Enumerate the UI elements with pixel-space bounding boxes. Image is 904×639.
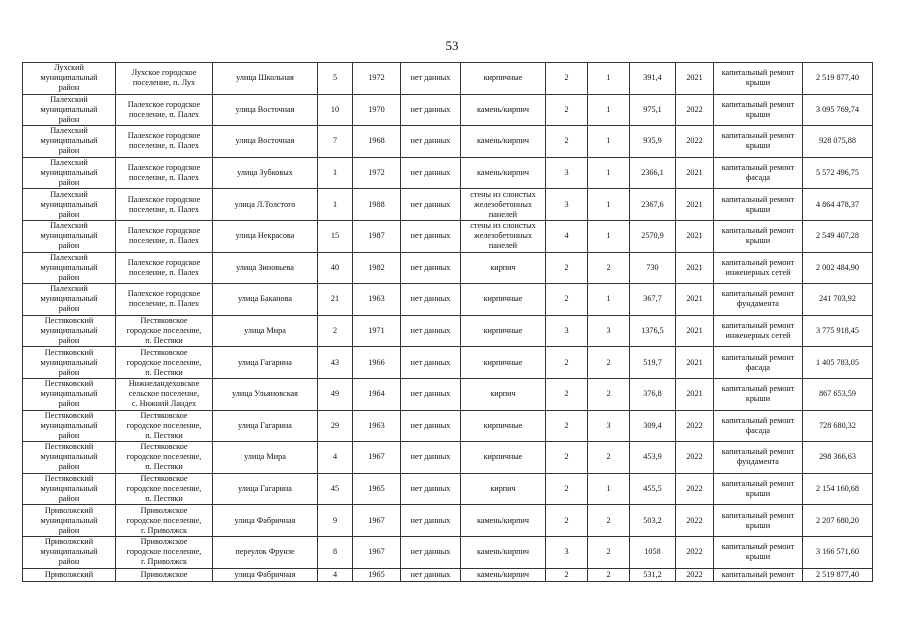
- cell-work-type: капитальный ремонт крыши: [714, 94, 803, 126]
- cell-entrances: 1: [588, 473, 630, 505]
- cell-data-status: нет данных: [401, 157, 461, 189]
- cell-floors: 2: [546, 126, 588, 158]
- cell-year: 1965: [353, 473, 401, 505]
- table-row: [23, 252, 873, 284]
- cell-entrances: 1: [588, 126, 630, 158]
- cell-data-status: нет данных: [401, 315, 461, 347]
- cell-data-status: нет данных: [401, 94, 461, 126]
- table-body: [23, 63, 873, 582]
- cell-year: 1968: [353, 126, 401, 158]
- cell-data-status: нет данных: [401, 347, 461, 379]
- cell-year: 1966: [353, 347, 401, 379]
- cell-wall-material: камень/кирпич: [461, 94, 546, 126]
- cell-planned-year: 2021: [676, 220, 714, 252]
- cell-cost: 1 405 783,05: [803, 347, 873, 379]
- cell-year: 1988: [353, 189, 401, 221]
- cell-planned-year: 2022: [676, 126, 714, 158]
- cell-cost: 2 519 877,40: [803, 568, 873, 581]
- cell-floors: 2: [546, 284, 588, 316]
- cell-wall-material: кирпичные: [461, 347, 546, 379]
- cell-district: Палехский муниципальный район: [23, 189, 116, 221]
- cell-settlement: Палехское городское поселение, п. Палех: [116, 94, 213, 126]
- cell-floors: 3: [546, 536, 588, 568]
- cell-street: улица Школьная: [213, 63, 318, 95]
- cell-settlement: Палехское городское поселение, п. Палех: [116, 189, 213, 221]
- cell-area: 975,1: [630, 94, 676, 126]
- cell-planned-year: 2022: [676, 94, 714, 126]
- cell-wall-material: кирпич: [461, 473, 546, 505]
- cell-floors: 4: [546, 220, 588, 252]
- cell-work-type: капитальный ремонт фундамента: [714, 442, 803, 474]
- cell-data-status: нет данных: [401, 126, 461, 158]
- cell-street: улица Л.Толстого: [213, 189, 318, 221]
- cell-area: 1376,5: [630, 315, 676, 347]
- cell-cost: 298 366,63: [803, 442, 873, 474]
- cell-street: улица Баканова: [213, 284, 318, 316]
- cell-house: 4: [318, 442, 353, 474]
- cell-wall-material: кирпичные: [461, 63, 546, 95]
- cell-work-type: капитальный ремонт крыши: [714, 505, 803, 537]
- cell-settlement: Палехское городское поселение, п. Палех: [116, 252, 213, 284]
- cell-work-type: капитальный ремонт фасада: [714, 347, 803, 379]
- cell-entrances: 2: [588, 378, 630, 410]
- cell-year: 1967: [353, 536, 401, 568]
- table-row: [23, 189, 873, 221]
- cell-district: Пестяковский муниципальный район: [23, 473, 116, 505]
- cell-wall-material: камень/кирпич: [461, 126, 546, 158]
- cell-work-type: капитальный ремонт крыши: [714, 378, 803, 410]
- cell-area: 519,7: [630, 347, 676, 379]
- cell-planned-year: 2022: [676, 505, 714, 537]
- cell-data-status: нет данных: [401, 189, 461, 221]
- cell-district: Пестяковский муниципальный район: [23, 442, 116, 474]
- cell-settlement: Палехское городское поселение, п. Палех: [116, 157, 213, 189]
- cell-house: 10: [318, 94, 353, 126]
- cell-year: 1982: [353, 252, 401, 284]
- cell-cost: 2 207 680,20: [803, 505, 873, 537]
- cell-settlement: Приволжское городское поселение, г. Приволжск: [116, 536, 213, 568]
- cell-house: 21: [318, 284, 353, 316]
- cell-settlement: Приволжское: [116, 568, 213, 581]
- cell-wall-material: кирпич: [461, 378, 546, 410]
- cell-cost: 241 703,92: [803, 284, 873, 316]
- cell-data-status: нет данных: [401, 442, 461, 474]
- cell-cost: 928 075,88: [803, 126, 873, 158]
- cell-entrances: 2: [588, 536, 630, 568]
- cell-settlement: Приволжское городское поселение, г. Приволжск: [116, 505, 213, 537]
- table-row: [23, 410, 873, 442]
- cell-house: 43: [318, 347, 353, 379]
- cell-cost: 867 653,59: [803, 378, 873, 410]
- cell-cost: 3 166 571,60: [803, 536, 873, 568]
- table-row: [23, 284, 873, 316]
- cell-planned-year: 2021: [676, 157, 714, 189]
- cell-settlement: Пестяковское городское поселение, п. Пестяки: [116, 315, 213, 347]
- cell-entrances: 2: [588, 442, 630, 474]
- table-row: [23, 126, 873, 158]
- cell-year: 1967: [353, 505, 401, 537]
- cell-data-status: нет данных: [401, 568, 461, 581]
- cell-house: 1: [318, 157, 353, 189]
- cell-entrances: 2: [588, 505, 630, 537]
- cell-entrances: 1: [588, 157, 630, 189]
- cell-work-type: капитальный ремонт крыши: [714, 189, 803, 221]
- cell-area: 391,4: [630, 63, 676, 95]
- cell-area: 2367,6: [630, 189, 676, 221]
- cell-street: улица Восточная: [213, 94, 318, 126]
- cell-year: 1971: [353, 315, 401, 347]
- cell-planned-year: 2022: [676, 410, 714, 442]
- cell-wall-material: камень/кирпич: [461, 536, 546, 568]
- table-row: [23, 473, 873, 505]
- cell-district: Пестяковский муниципальный район: [23, 347, 116, 379]
- cell-floors: 3: [546, 189, 588, 221]
- cell-district: Палехский муниципальный район: [23, 157, 116, 189]
- cell-district: Пестяковский муниципальный район: [23, 410, 116, 442]
- cell-entrances: 1: [588, 220, 630, 252]
- cell-planned-year: 2021: [676, 378, 714, 410]
- cell-entrances: 1: [588, 94, 630, 126]
- cell-floors: 2: [546, 568, 588, 581]
- cell-district: Палехский муниципальный район: [23, 94, 116, 126]
- cell-house: 9: [318, 505, 353, 537]
- cell-data-status: нет данных: [401, 252, 461, 284]
- table-row: [23, 315, 873, 347]
- cell-planned-year: 2022: [676, 536, 714, 568]
- cell-floors: 2: [546, 442, 588, 474]
- table-row: [23, 347, 873, 379]
- cell-wall-material: стены из слоистых железобетонных панелей: [461, 189, 546, 221]
- cell-year: 1967: [353, 442, 401, 474]
- cell-data-status: нет данных: [401, 410, 461, 442]
- cell-settlement: Палехское городское поселение, п. Палех: [116, 284, 213, 316]
- cell-data-status: нет данных: [401, 63, 461, 95]
- cell-street: улица Гагарина: [213, 347, 318, 379]
- cell-work-type: капитальный ремонт крыши: [714, 473, 803, 505]
- cell-district: Палехский муниципальный район: [23, 126, 116, 158]
- cell-data-status: нет данных: [401, 473, 461, 505]
- cell-house: 8: [318, 536, 353, 568]
- cell-planned-year: 2021: [676, 189, 714, 221]
- cell-area: 935,9: [630, 126, 676, 158]
- housing-repair-table: [22, 62, 873, 582]
- cell-district: Лухский муниципальный район: [23, 63, 116, 95]
- cell-planned-year: 2022: [676, 473, 714, 505]
- cell-wall-material: кирпичные: [461, 410, 546, 442]
- cell-planned-year: 2021: [676, 63, 714, 95]
- cell-street: улица Гагарина: [213, 410, 318, 442]
- cell-area: 531,2: [630, 568, 676, 581]
- cell-year: 1963: [353, 410, 401, 442]
- cell-cost: 2 549 407,28: [803, 220, 873, 252]
- cell-floors: 2: [546, 505, 588, 537]
- cell-house: 1: [318, 189, 353, 221]
- cell-cost: 4 864 478,37: [803, 189, 873, 221]
- cell-settlement: Пестяковское городское поселение, п. Пестяки: [116, 442, 213, 474]
- cell-work-type: капитальный ремонт инженерных сетей: [714, 315, 803, 347]
- cell-street: улица Некрасова: [213, 220, 318, 252]
- cell-planned-year: 2021: [676, 347, 714, 379]
- cell-wall-material: камень/кирпич: [461, 157, 546, 189]
- cell-house: 15: [318, 220, 353, 252]
- cell-area: 309,4: [630, 410, 676, 442]
- cell-district: Палехский муниципальный район: [23, 220, 116, 252]
- cell-district: Палехский муниципальный район: [23, 252, 116, 284]
- cell-floors: 3: [546, 157, 588, 189]
- cell-floors: 2: [546, 94, 588, 126]
- cell-entrances: 2: [588, 347, 630, 379]
- cell-street: переулок Фрунзе: [213, 536, 318, 568]
- table-row: [23, 568, 873, 581]
- cell-wall-material: камень/кирпич: [461, 568, 546, 581]
- cell-year: 1972: [353, 157, 401, 189]
- table-row: [23, 442, 873, 474]
- cell-entrances: 1: [588, 284, 630, 316]
- cell-street: улица Зубковых: [213, 157, 318, 189]
- table-row: [23, 63, 873, 95]
- cell-area: 503,2: [630, 505, 676, 537]
- cell-work-type: капитальный ремонт крыши: [714, 220, 803, 252]
- cell-planned-year: 2022: [676, 442, 714, 474]
- cell-house: 4: [318, 568, 353, 581]
- cell-entrances: 3: [588, 410, 630, 442]
- cell-cost: 3 775 918,45: [803, 315, 873, 347]
- cell-entrances: 1: [588, 63, 630, 95]
- cell-settlement: Палехское городское поселение, п. Палех: [116, 126, 213, 158]
- cell-wall-material: кирпич: [461, 252, 546, 284]
- cell-planned-year: 2021: [676, 252, 714, 284]
- cell-work-type: капитальный ремонт фасада: [714, 410, 803, 442]
- cell-district: Приволжский: [23, 568, 116, 581]
- cell-wall-material: стены из слоистых железобетонных панелей: [461, 220, 546, 252]
- cell-settlement: Пестяковское городское поселение, п. Пестяки: [116, 473, 213, 505]
- cell-entrances: 2: [588, 252, 630, 284]
- cell-settlement: Палехское городское поселение, п. Палех: [116, 220, 213, 252]
- cell-year: 1965: [353, 568, 401, 581]
- cell-data-status: нет данных: [401, 505, 461, 537]
- cell-year: 1987: [353, 220, 401, 252]
- cell-area: 455,5: [630, 473, 676, 505]
- cell-area: 2570,9: [630, 220, 676, 252]
- table-row: [23, 536, 873, 568]
- cell-area: 376,8: [630, 378, 676, 410]
- cell-house: 2: [318, 315, 353, 347]
- cell-data-status: нет данных: [401, 284, 461, 316]
- cell-cost: 2 002 484,90: [803, 252, 873, 284]
- cell-work-type: капитальный ремонт крыши: [714, 536, 803, 568]
- cell-data-status: нет данных: [401, 536, 461, 568]
- cell-planned-year: 2021: [676, 284, 714, 316]
- cell-year: 1963: [353, 284, 401, 316]
- cell-settlement: Пестяковское городское поселение, п. Пестяки: [116, 347, 213, 379]
- cell-planned-year: 2021: [676, 315, 714, 347]
- cell-work-type: капитальный ремонт: [714, 568, 803, 581]
- cell-floors: 3: [546, 315, 588, 347]
- cell-district: Пестяковский муниципальный район: [23, 378, 116, 410]
- cell-floors: 2: [546, 473, 588, 505]
- cell-area: 453,9: [630, 442, 676, 474]
- cell-cost: 2 154 160,68: [803, 473, 873, 505]
- cell-district: Палехский муниципальный район: [23, 284, 116, 316]
- cell-settlement: Пестяковское городское поселение, п. Пестяки: [116, 410, 213, 442]
- cell-house: 29: [318, 410, 353, 442]
- cell-area: 367,7: [630, 284, 676, 316]
- cell-street: улица Фабричная: [213, 505, 318, 537]
- cell-work-type: капитальный ремонт крыши: [714, 63, 803, 95]
- cell-wall-material: кирпичные: [461, 284, 546, 316]
- table-row: [23, 220, 873, 252]
- cell-area: 2366,1: [630, 157, 676, 189]
- cell-street: улица Восточная: [213, 126, 318, 158]
- cell-cost: 728 680,32: [803, 410, 873, 442]
- cell-street: улица Гагарина: [213, 473, 318, 505]
- cell-work-type: капитальный ремонт инженерных сетей: [714, 252, 803, 284]
- cell-district: Приволжский муниципальный район: [23, 536, 116, 568]
- table-row: [23, 94, 873, 126]
- page-number: 53: [445, 38, 459, 53]
- cell-house: 7: [318, 126, 353, 158]
- cell-floors: 2: [546, 347, 588, 379]
- table-row: [23, 505, 873, 537]
- cell-work-type: капитальный ремонт фасада: [714, 157, 803, 189]
- cell-area: 730: [630, 252, 676, 284]
- cell-wall-material: кирпичные: [461, 442, 546, 474]
- cell-district: Приволжский муниципальный район: [23, 505, 116, 537]
- cell-house: 5: [318, 63, 353, 95]
- cell-floors: 2: [546, 378, 588, 410]
- cell-street: улица Ульяновская: [213, 378, 318, 410]
- cell-street: улица Мира: [213, 442, 318, 474]
- cell-wall-material: кирпичные: [461, 315, 546, 347]
- cell-work-type: капитальный ремонт фундамента: [714, 284, 803, 316]
- cell-settlement: Нижнеландеховское сельское поселение, с. Нижний Ландех: [116, 378, 213, 410]
- cell-street: улица Фабричная: [213, 568, 318, 581]
- table-row: [23, 378, 873, 410]
- cell-cost: 3 095 769,74: [803, 94, 873, 126]
- cell-house: 49: [318, 378, 353, 410]
- table-row: [23, 157, 873, 189]
- cell-data-status: нет данных: [401, 378, 461, 410]
- cell-cost: 5 572 496,75: [803, 157, 873, 189]
- cell-entrances: 2: [588, 568, 630, 581]
- cell-house: 40: [318, 252, 353, 284]
- cell-settlement: Лухское городское поселение, п. Лух: [116, 63, 213, 95]
- cell-entrances: 3: [588, 315, 630, 347]
- cell-data-status: нет данных: [401, 220, 461, 252]
- cell-entrances: 1: [588, 189, 630, 221]
- cell-work-type: капитальный ремонт крыши: [714, 126, 803, 158]
- cell-floors: 2: [546, 410, 588, 442]
- cell-district: Пестяковский муниципальный район: [23, 315, 116, 347]
- cell-cost: 2 519 877,40: [803, 63, 873, 95]
- cell-street: улица Мира: [213, 315, 318, 347]
- cell-wall-material: камень/кирпич: [461, 505, 546, 537]
- cell-planned-year: 2022: [676, 568, 714, 581]
- cell-year: 1972: [353, 63, 401, 95]
- cell-area: 1058: [630, 536, 676, 568]
- cell-floors: 2: [546, 252, 588, 284]
- cell-house: 45: [318, 473, 353, 505]
- cell-year: 1970: [353, 94, 401, 126]
- cell-street: улица Зиновьева: [213, 252, 318, 284]
- cell-floors: 2: [546, 63, 588, 95]
- cell-year: 1964: [353, 378, 401, 410]
